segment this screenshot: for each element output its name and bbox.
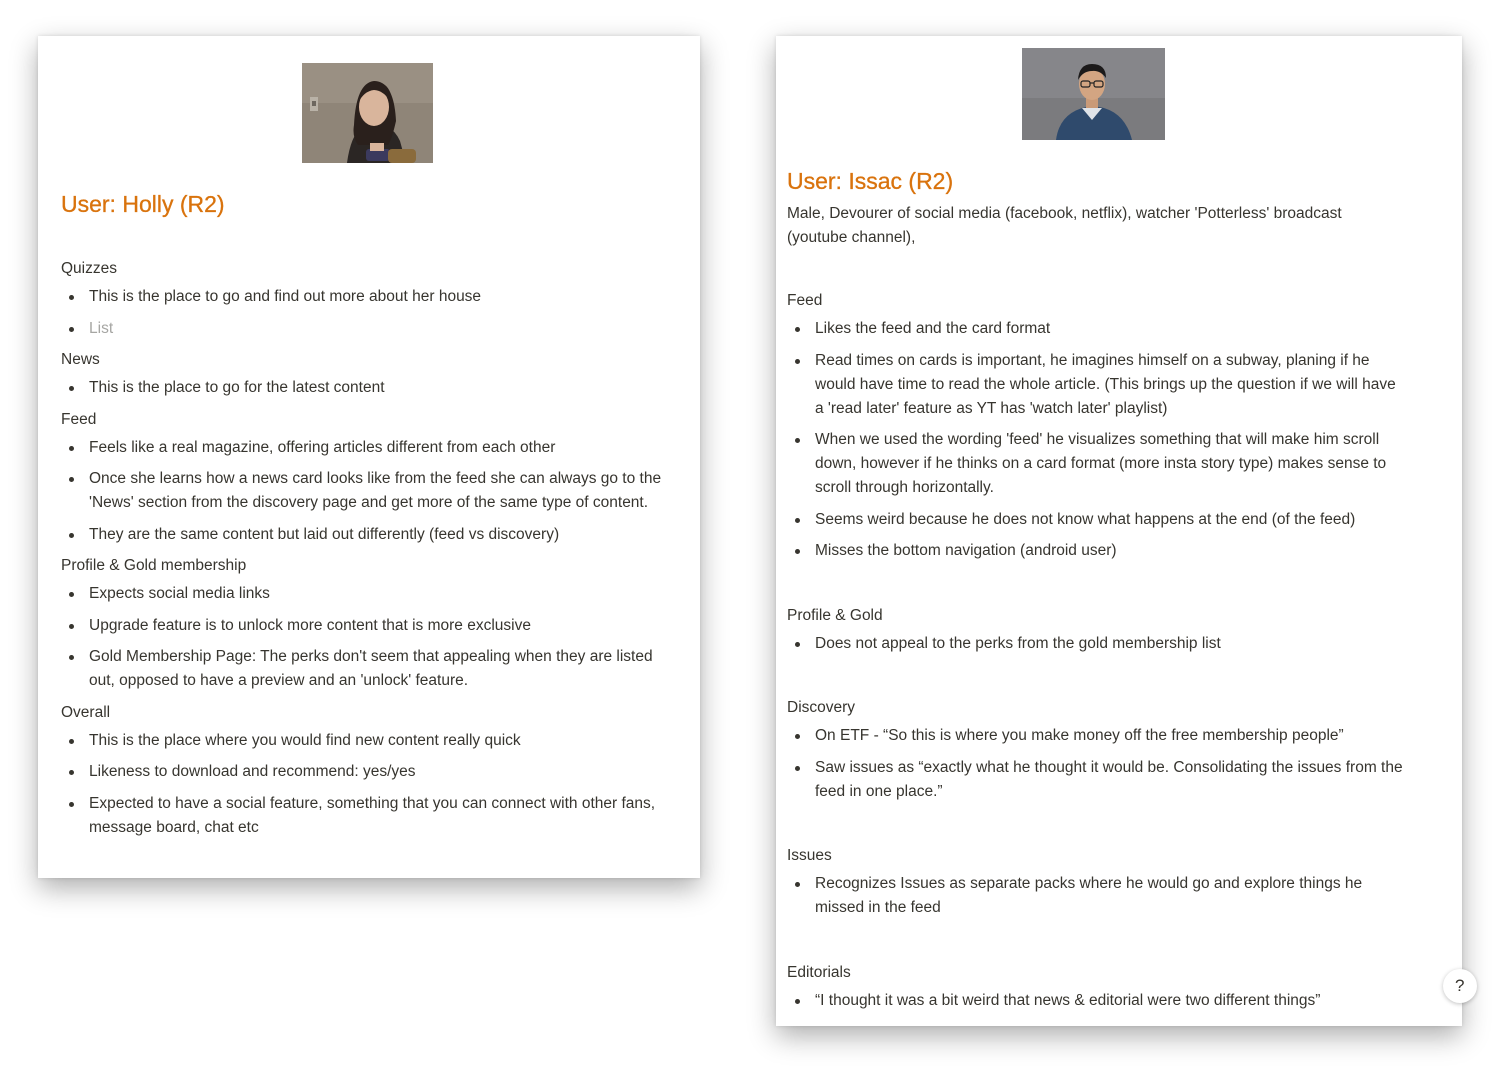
bullet-list	[787, 989, 1407, 1013]
bullet-dot-icon	[69, 655, 74, 660]
list-item-text: Likeness to download and recommend: yes/yes	[89, 763, 416, 780]
list-item-text: Once she learns how a news card looks like from the feed she can always go to the 'News' section from the discovery page and get more of the same type of content.	[89, 470, 662, 511]
list-item[interactable]	[61, 645, 681, 693]
list-item-text: Upgrade feature is to unlock more content that is more exclusive	[89, 616, 531, 634]
list-item-text: Likes the feed and the card format	[815, 320, 1051, 337]
bullet-dot-icon	[69, 739, 74, 744]
empty-block	[787, 571, 1407, 604]
bullet-dot-icon	[69, 477, 74, 482]
user-description: Male, Devourer of social media (facebook, netflix), watcher 'Potterless' broadcast (youtube channel),	[787, 205, 1342, 246]
list-item-text: Seems weird because he does not know what happens at the end (of the feed)	[815, 510, 1356, 528]
list-item[interactable]	[787, 317, 1407, 341]
list-item[interactable]	[787, 872, 1407, 920]
bullet-dot-icon	[69, 624, 74, 629]
list-item[interactable]	[787, 756, 1407, 804]
section-heading-feed: Feed	[61, 410, 97, 428]
bullet-list	[787, 872, 1407, 920]
issac-video-thumbnail	[1022, 48, 1165, 140]
section-heading-quizzes: Quizzes	[61, 260, 117, 277]
list-item[interactable]	[61, 792, 681, 840]
list-item-placeholder[interactable]	[61, 317, 681, 341]
list-item[interactable]	[787, 989, 1407, 1013]
holly-video-thumbnail	[302, 63, 433, 163]
list-item-text: Feels like a real magazine, offering articles different from each other	[89, 438, 556, 456]
empty-block	[787, 928, 1407, 961]
bullet-dot-icon	[69, 295, 74, 300]
section-heading-editorials: Editorials	[787, 963, 851, 981]
section-heading-discovery: Discovery	[787, 699, 856, 716]
holly-notes-page	[38, 36, 700, 878]
empty-block	[787, 811, 1407, 844]
list-item[interactable]	[61, 582, 681, 606]
bullet-dot-icon	[69, 592, 74, 597]
bullet-dot-icon	[69, 533, 74, 538]
list-item[interactable]	[787, 724, 1407, 748]
list-item[interactable]	[787, 349, 1407, 421]
bullet-dot-icon	[69, 327, 74, 332]
bullet-list	[61, 582, 681, 693]
list-item[interactable]	[787, 508, 1407, 532]
bullet-dot-icon	[69, 802, 74, 807]
section-heading-news: News	[61, 351, 100, 368]
help-question-icon: ?	[1455, 976, 1465, 995]
bullet-dot-icon	[795, 999, 800, 1004]
list-item-text: “I thought it was a bit weird that news & editorial were two different things”	[815, 991, 1321, 1009]
list-item[interactable]	[61, 285, 681, 309]
list-item-text: Read times on cards is important, he imagines himself on a subway, planing if he would have time to read the whole article. (This brings up the question if we will have a 'read later' feature as YT has 'watch later' playlist)	[815, 351, 1396, 417]
list-item[interactable]	[61, 760, 681, 784]
list-item-text: Does not appeal to the perks from the gold membership list	[815, 634, 1221, 652]
page-title: User: Issac (R2)	[787, 168, 954, 194]
notes-body	[61, 257, 681, 847]
list-item[interactable]	[61, 467, 681, 515]
notes-body	[787, 289, 1407, 1020]
list-item[interactable]	[61, 729, 681, 753]
list-item[interactable]	[787, 539, 1407, 563]
list-item-text: Expects social media links	[89, 585, 270, 602]
list-item[interactable]	[61, 436, 681, 460]
bullet-dot-icon	[795, 642, 800, 647]
list-item[interactable]	[61, 376, 681, 400]
list-item-text: When we used the wording 'feed' he visualizes something that will make him scroll down, however if he thinks on a card format (more insta story type) makes sense to scroll through horizontally.	[815, 431, 1387, 496]
bullet-list	[61, 729, 681, 840]
bullet-dot-icon	[795, 766, 800, 771]
bullet-list	[61, 436, 681, 547]
bullet-list	[787, 724, 1407, 804]
list-item[interactable]	[61, 523, 681, 547]
bullet-list	[61, 285, 681, 341]
bullet-dot-icon	[795, 734, 800, 739]
bullet-dot-icon	[69, 386, 74, 391]
list-item-text: Saw issues as “exactly what he thought it would be. Consolidating the issues from the feed in one place.”	[815, 758, 1403, 800]
list-item[interactable]	[787, 632, 1407, 656]
section-heading-issues: Issues	[787, 847, 832, 864]
list-item-text: List	[89, 319, 114, 337]
list-item[interactable]	[61, 614, 681, 638]
list-item-text: On ETF - “So this is where you make money off the free membership people”	[815, 727, 1344, 744]
help-button[interactable]	[1443, 969, 1477, 1003]
bullet-list	[787, 317, 1407, 563]
bullet-dot-icon	[795, 327, 800, 332]
bullet-dot-icon	[69, 446, 74, 451]
bullet-list	[61, 376, 681, 400]
list-item-text: This is the place to go and find out more about her house	[89, 288, 482, 305]
issac-notes-page	[776, 36, 1465, 1026]
section-heading-overall: Overall	[61, 703, 111, 721]
bullet-dot-icon	[795, 882, 800, 887]
bullet-dot-icon	[795, 549, 800, 554]
bullet-dot-icon	[795, 359, 800, 364]
section-heading-profile-gold: Profile & Gold	[787, 606, 883, 624]
empty-block	[787, 663, 1407, 696]
list-item-text: Expected to have a social feature, something that you can connect with other fans, message board, chat etc	[89, 794, 656, 836]
list-item-text: This is the place to go for the latest content	[89, 379, 385, 396]
list-item-text: Misses the bottom navigation (android user)	[815, 542, 1117, 559]
bullet-list	[787, 632, 1407, 656]
section-heading-feed: Feed	[787, 292, 823, 309]
list-item[interactable]	[787, 428, 1407, 500]
page-title: User: Holly (R2)	[61, 191, 225, 217]
list-item-text: This is the place where you would find new content really quick	[89, 731, 521, 749]
section-heading-profile-gold: Profile & Gold membership	[61, 557, 247, 574]
bullet-dot-icon	[69, 770, 74, 775]
list-item-text: Recognizes Issues as separate packs where he would go and explore things he missed in the feed	[815, 875, 1363, 916]
bullet-dot-icon	[795, 438, 800, 443]
bullet-dot-icon	[795, 518, 800, 523]
list-item-text: Gold Membership Page: The perks don't seem that appealing when they are listed out, opposed to have a preview and an 'unlock' feature.	[89, 648, 653, 689]
list-item-text: They are the same content but laid out differently (feed vs discovery)	[89, 525, 560, 543]
